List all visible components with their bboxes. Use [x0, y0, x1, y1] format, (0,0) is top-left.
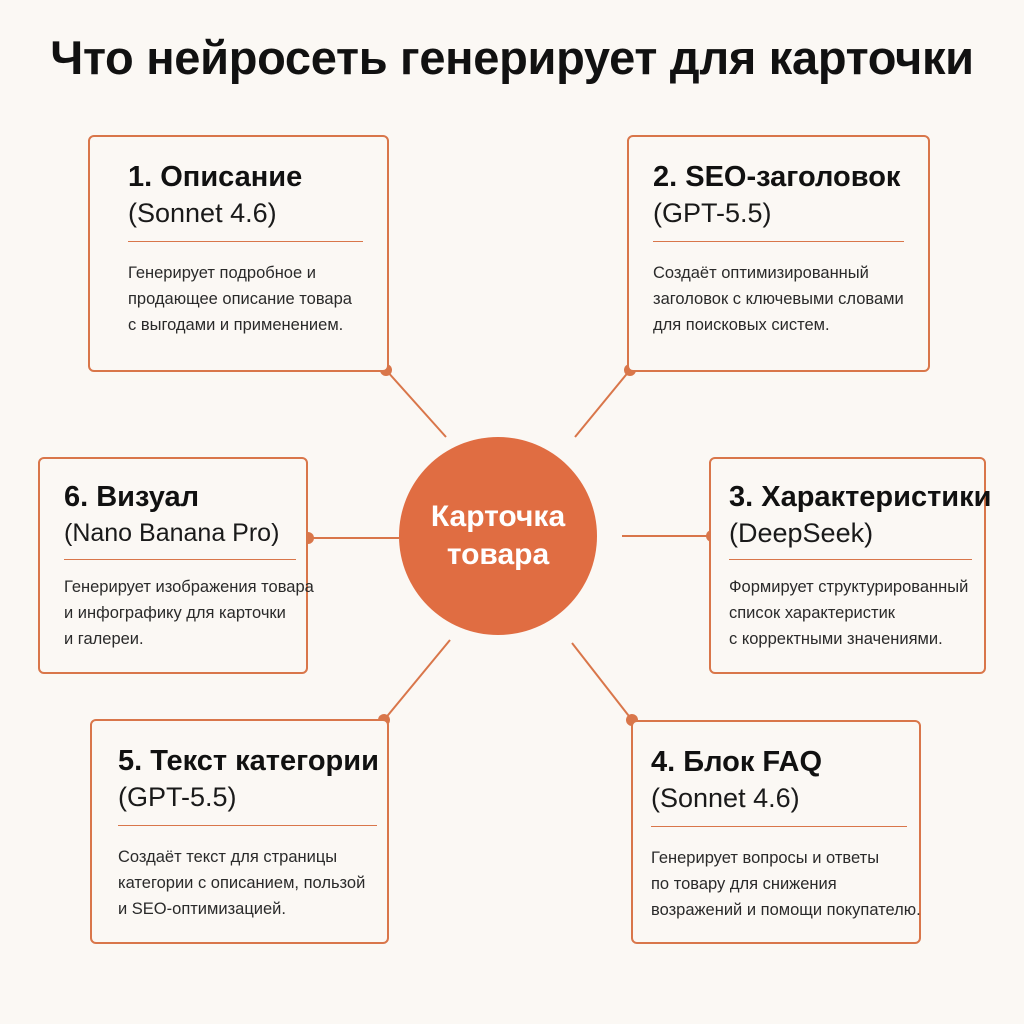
card-model: (GPT-5.5): [118, 782, 237, 812]
card-seo-title: [627, 135, 930, 372]
connector-line-4: [572, 643, 632, 720]
card-text-line: список характеристик: [729, 604, 895, 622]
card-model: (Nano Banana Pro): [64, 519, 280, 547]
card-text-line: и галереи.: [64, 630, 144, 648]
card-text: [729, 574, 972, 652]
card-faq: [631, 720, 921, 944]
connector-line-5: [384, 640, 450, 720]
center-label-line1: Карточка: [430, 500, 566, 533]
card-text: [118, 844, 377, 922]
card-title: 4. Блок FAQ: [651, 746, 823, 778]
connector-line-1: [386, 370, 446, 437]
card-category-text: [90, 719, 389, 944]
card-model: (DeepSeek): [729, 518, 874, 548]
card-text-line: заголовок с ключевыми словами: [653, 290, 904, 308]
card-text-line: Создаёт текст для страницы: [118, 848, 338, 866]
page-title: Что нейросеть генерирует для карточки: [50, 31, 974, 84]
card-text: [64, 574, 314, 652]
card-text-line: продающее описание товара: [128, 290, 352, 308]
card-divider: [64, 559, 296, 560]
card-text-line: для поисковых систем.: [653, 316, 830, 334]
card-description: [88, 135, 389, 372]
card-model: (Sonnet 4.6): [651, 783, 800, 813]
card-title: 5. Текст категории: [118, 745, 379, 777]
card-text-line: Генерирует подробное и: [128, 264, 316, 282]
card-model: (GPT-5.5): [653, 198, 772, 228]
center-node: [399, 437, 597, 635]
card-title: 2. SEO-заголовок: [653, 161, 901, 193]
center-label-line2: товара: [446, 538, 550, 571]
card-text-line: с выгодами и применением.: [128, 316, 344, 334]
card-divider: [128, 241, 363, 242]
card-text-line: Генерирует вопросы и ответы: [651, 849, 880, 867]
card-text-line: возражений и помощи покупателю.: [651, 901, 921, 919]
card-text: [128, 260, 363, 338]
card-specifications: [709, 457, 992, 674]
card-divider: [729, 559, 972, 560]
card-text-line: по товару для снижения: [651, 875, 837, 893]
connector-line-2: [575, 370, 630, 437]
card-divider: [651, 826, 907, 827]
card-text-line: и инфографику для карточки: [64, 604, 286, 622]
card-text: [651, 845, 921, 923]
card-text-line: Создаёт оптимизированный: [653, 264, 869, 282]
card-text-line: и SEO-оптимизацией.: [118, 900, 286, 918]
card-text-line: Формирует структурированный: [729, 578, 969, 596]
card-title: 6. Визуал: [64, 481, 200, 513]
card-visual: [38, 457, 314, 674]
card-text-line: Генерирует изображения товара: [64, 578, 314, 596]
card-text: [653, 260, 904, 338]
card-text-line: категории с описанием, пользой: [118, 874, 366, 892]
card-model: (Sonnet 4.6): [128, 198, 277, 228]
card-divider: [118, 825, 377, 826]
card-divider: [653, 241, 904, 242]
card-title: 3. Характеристики: [729, 481, 992, 513]
card-text-line: с корректными значениями.: [729, 630, 943, 648]
card-title: 1. Описание: [128, 161, 303, 193]
